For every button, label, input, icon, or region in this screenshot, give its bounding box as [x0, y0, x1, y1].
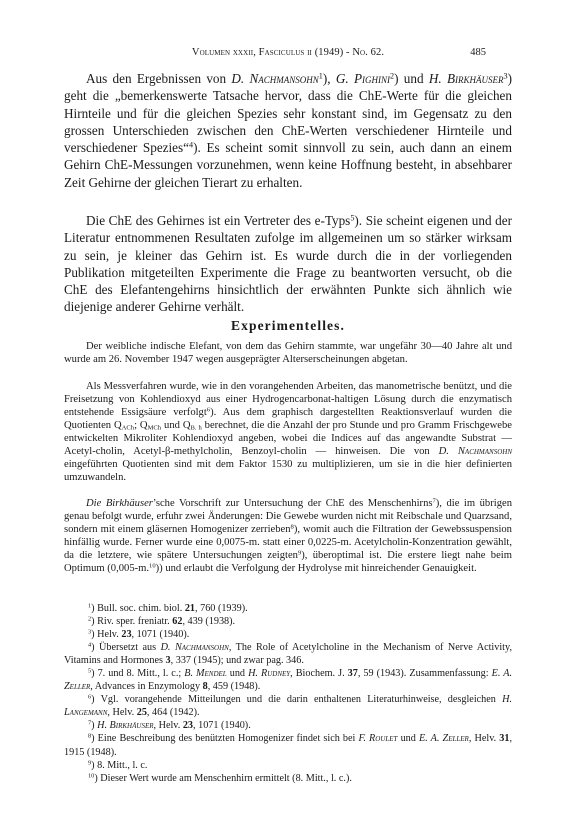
footnote-number: 2	[88, 615, 92, 623]
experimental-paragraph-2	[64, 380, 512, 484]
text-run: eingeführten Quotienten sind mit dem Faktor 1530 zu multiplizieren, um sie in die hier definierten umzuwandeln.	[64, 459, 512, 484]
subscript: B. h	[190, 424, 202, 432]
footnote-number: 6	[88, 693, 92, 701]
text-run: , 760 (1939).	[195, 603, 248, 614]
subscript: ACh	[121, 424, 135, 432]
text-run: , Helv.	[153, 720, 183, 732]
footnote-ref: 9	[297, 549, 302, 557]
footnote-9	[64, 759, 512, 772]
volume-number: 23	[121, 629, 132, 641]
author-name: H. Birkhäuser	[97, 720, 154, 732]
text-run: )) und erlaubt die Verfolgung der Hydrolyse mit hinreichender Genauigkeit.	[155, 563, 477, 575]
section-heading: Experimentelles.	[231, 318, 345, 333]
text-run: ’sche Vorschrift zur Untersuchung der ChE des Menschenhirns	[152, 498, 433, 509]
footnote-ref: 2	[390, 71, 395, 81]
text-run: , 1071 (1940).	[193, 720, 251, 732]
text-run: , Helv.	[107, 707, 137, 719]
volume-number: 25	[136, 707, 147, 719]
running-head	[90, 47, 486, 61]
text-run: ) geht die „bemerkenswerte Tatsache hervor, dass die ChE-Werte für die gleichen Hirnteile und für die gleichen Spezies sehr konstant sind, im Gegensatz zu den grossen Unterschieden zwischen den ChE-Werten verschiedener Hirnteile und verschiedener Spezies“	[64, 71, 512, 156]
text-run: und	[226, 668, 249, 680]
footnote-3	[64, 628, 512, 641]
text-run: ) 7. und 8. Mitt., l. c.;	[91, 668, 185, 680]
footnote-ref: 7	[432, 497, 436, 505]
text-run: ) Bull. soc. chim. biol.	[91, 603, 185, 614]
volume-number: 23	[182, 720, 194, 732]
volume-number: 3	[165, 655, 171, 667]
footnote-1	[64, 602, 512, 615]
author-name: D. Nachmansohn	[160, 642, 229, 654]
footnote-ref: 8	[290, 523, 294, 531]
text-run: , Advances in Enzymology	[90, 681, 203, 693]
subscript: MCh	[147, 424, 162, 432]
page-number: 485	[470, 47, 486, 58]
text-run: und	[397, 733, 419, 745]
text-run: , 464 (1942).	[146, 707, 200, 719]
text-run: , 459 (1948).	[207, 681, 261, 693]
text-run: und Q	[161, 420, 191, 432]
volume-number: 62	[172, 616, 183, 628]
text-run: )	[91, 720, 98, 732]
text-run: ) 8. Mitt., l. c.	[91, 759, 148, 771]
footnote-number: 8	[88, 733, 92, 740]
footnote-number: 1	[88, 602, 92, 610]
body-paragraph-2	[64, 212, 512, 316]
text-run: , 59 (1943). Zusammenfassung:	[357, 668, 492, 680]
text-run: Aus den Ergebnissen von	[86, 71, 232, 86]
volume-number: 8	[202, 681, 208, 693]
text-run: , Biochem. J.	[290, 668, 348, 680]
footnote-ref: 1	[318, 71, 323, 81]
text-run: berechnet, die die Anzahl der pro Stunde und pro Gramm Frischgewebe entwickelten Mikroliter Kohlendioxyd angeben, wobei die Indices auf das angewandte Substrat — Acetyl-cholin, Acetyl-β-methylcholin, Benzoyl-cholin — hinweisen. Die von	[64, 420, 512, 458]
text-run: ) Übersetzt aus	[91, 642, 161, 654]
text-run: , Helv.	[468, 733, 500, 745]
text-run: Als Messverfahren wurde, wie in den vorangehenden Arbeiten, das manometrische benützt, und die Freisetzung von Kohlendioxyd aus einer Hydrogencarbonat-haltigen Lösung durch die enzymatisch entstehende Essigsäure verfolgt	[64, 381, 512, 419]
text-run: ), überoptimal ist. Die erstere liegt nahe beim Optimum (0,005-m.	[64, 550, 512, 575]
text-run: ) Riv. sper. freniatr.	[91, 616, 173, 628]
author-name: D. Nachmansohn	[231, 71, 319, 86]
author-name: E. A. Zeller	[64, 668, 513, 693]
text-run: ),	[322, 71, 336, 86]
text-run: ) Helv.	[91, 629, 122, 641]
text-run: ; Q	[134, 420, 148, 432]
footnote-number: 9	[88, 759, 92, 767]
author-name: B. Mendel	[184, 668, 227, 680]
footnote-number: 10	[88, 772, 95, 780]
footnote-4	[64, 641, 512, 667]
text-run: , 1915 (1948).	[64, 733, 513, 758]
footnote-5	[64, 667, 512, 693]
footnote-2	[64, 615, 512, 628]
author-name: H. Rudney	[248, 668, 291, 680]
volume-number: 31	[499, 733, 510, 745]
volume-number: 37	[347, 668, 358, 680]
text-run: Die ChE des Gehirnes ist ein Vertreter des e-Typs	[86, 213, 351, 228]
footnote-number: 7	[88, 719, 92, 727]
text-run: ) Eine Beschreibung des benützten Homogenizer findet sich bei	[91, 733, 359, 745]
text-run: , 337 (1945); und zwar pag. 346.	[170, 655, 304, 667]
author-name: D. Nachmansohn	[438, 446, 512, 458]
footnote-10	[64, 772, 512, 785]
footnote-7	[64, 719, 512, 732]
text-run: , The Role of Acetylcholine in the Mechanism of Nerve Activity, Vitamins and Hormones	[64, 642, 512, 667]
text-run: ). Aus dem graphisch dargestellten Reaktionsverlauf wurden die Quotienten Q	[64, 407, 512, 432]
text-run: ). Es scheint somit sinnvoll zu sein, auch dann an einem Gehirn ChE-Messungen vorzunehmen, wenn keine Hoffnung besteht, in absehbarer Zeit Gehirne der gleichen Tierart zu erhalten.	[64, 140, 512, 190]
text-run: ) und	[394, 71, 429, 86]
footnote-ref: 6	[206, 406, 211, 414]
footnote-6	[64, 693, 512, 719]
author-name: H. Langemann	[64, 694, 512, 719]
footnote-number: 3	[88, 628, 92, 636]
author-name: G. Pighini	[335, 71, 391, 86]
text-run: ). Sie scheint eigenen und der Literatur entnommenen Resultaten zufolge im allgemeinen um so stärker wirksam zu sein, je kleiner das Gehirn ist. Es wurde durch die in der vorliegenden Publikation mitgeteilten Experimente die Frage zu beantworten versucht, ob die ChE des Elefantengehirns hinsichtlich der erwähnten Punkte sich ähnlich wie diejenige anderer Gehirne verhält.	[64, 213, 512, 315]
volume-number: 21	[184, 603, 196, 614]
running-head-title: Volumen xxxii, Fasciculus ii (1949) - No. 62.	[191, 47, 385, 58]
author-name: H. Birkhäuser	[428, 71, 504, 86]
text-run: ) Vgl. vorangehende Mitteilungen und die darin enthaltenen Literaturhinweise, desgleichen	[91, 694, 503, 706]
author-name: E. A. Zeller	[418, 733, 469, 745]
footnotes	[64, 602, 512, 785]
footnote-ref: 3	[503, 71, 508, 81]
footnote-number: 4	[88, 641, 92, 649]
experimental-paragraph-3	[64, 497, 512, 575]
footnote-number: 5	[88, 667, 92, 675]
text-run: , 439 (1938).	[182, 616, 236, 628]
text-run: , 1071 (1940).	[131, 629, 190, 641]
footnote-ref: 10	[149, 562, 156, 570]
author-name: F. Roulet	[358, 733, 398, 745]
text-run: ), die im übrigen genau befolgt wurde, erfuhr zwei Änderungen: Die Gewebe wurden nicht mit Reibschale und Quarzsand, sondern mit einem gläsernen Homogenizer zerrieben	[64, 498, 512, 536]
experimental-paragraph-1	[64, 340, 512, 366]
text-run: ), womit auch die Filtration der Gewebssuspension hinfällig wurde. Ferner wurde eine 0,0075-m. statt einer 0,0225-m. Acetylcholin-Konzentration gewählt, da die letztere, wie spätere Untersuchungen zeigten	[64, 524, 512, 562]
footnote-ref: 4	[189, 140, 194, 150]
text-run: Der weibliche indische Elefant, von dem das Gehirn stammte, war ungefähr 30—40 Jahre alt und wurde am 26. November 1947 wegen ausgeprägter Alterserscheinungen abgetan.	[64, 341, 512, 366]
body-paragraph-1	[64, 70, 512, 191]
text-run: ) Dieser Wert wurde am Menschenhirn ermittelt (8. Mitt., l. c.).	[94, 772, 352, 784]
footnote-ref: 5	[350, 213, 355, 223]
author-name: Die Birkhäuser	[86, 498, 153, 509]
footnote-8	[64, 732, 512, 758]
